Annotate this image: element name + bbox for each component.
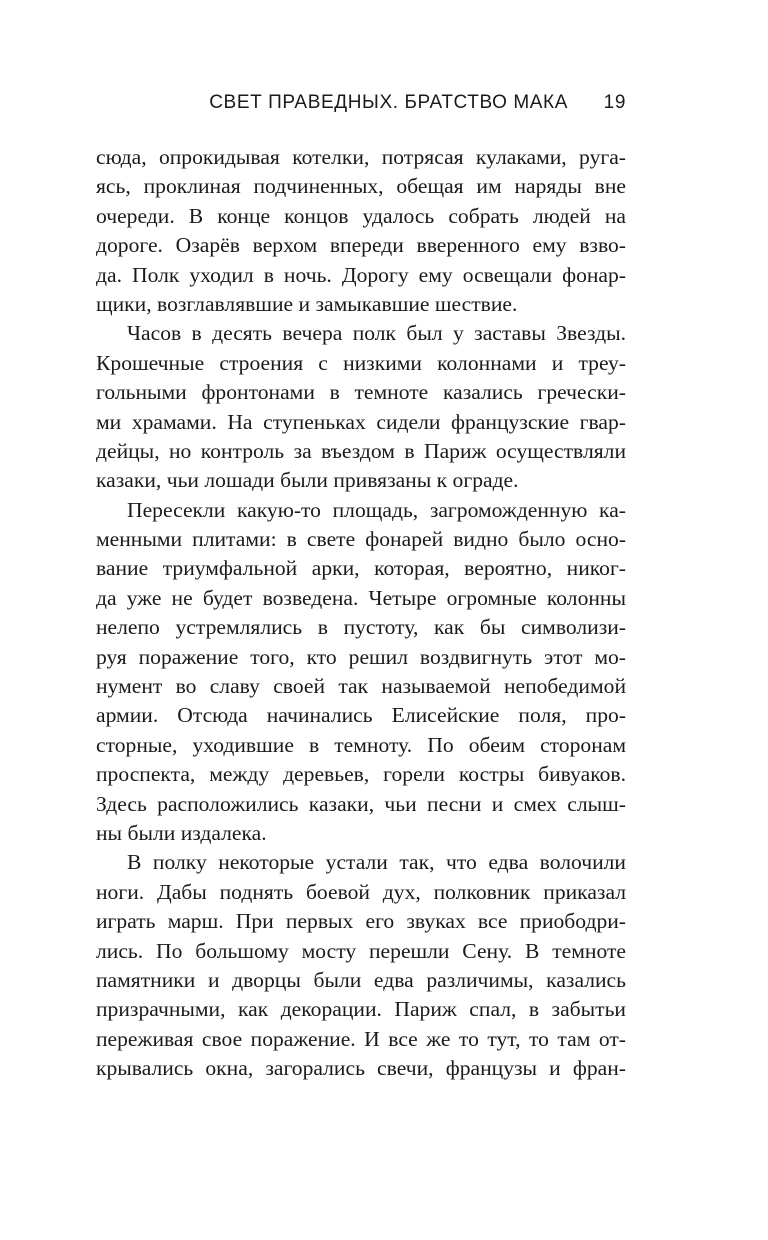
text-line: лись. По большому мосту перешли Сену. В темноте: [96, 938, 626, 963]
paragraph: [96, 496, 626, 849]
text-line: руя поражение того, кто решил воздвигнуть этот мо-: [96, 644, 626, 669]
running-header: [96, 92, 626, 120]
text-line: армии. Отсюда начинались Елисейские поля, про-: [96, 703, 626, 728]
text-line: сторные, уходившие в темноту. По обеим сторонам: [96, 732, 626, 757]
text-line: сюда, опрокидывая котелки, потрясая кулаками, руга-: [96, 145, 626, 169]
text-line: В полку некоторые устали так, что едва волочили: [127, 850, 626, 875]
page-number: 19: [603, 92, 626, 113]
running-title: СВЕТ ПРАВЕДНЫХ. БРАТСТВО МАКА: [209, 92, 568, 113]
text-line: ясь, проклиная подчиненных, обещая им наряды вне: [96, 174, 626, 199]
text-line: Крошечные строения с низкими колоннами и треу-: [96, 350, 626, 375]
body-text: [96, 143, 626, 1084]
text-line: нумент во славу своей так называемой непобедимой: [96, 674, 626, 699]
text-line: да уже не будет возведена. Четыре огромные колонны: [96, 585, 626, 610]
paragraph: [96, 319, 626, 495]
text-line: дейцы, но контроль за въездом в Париж осуществляли: [96, 438, 626, 463]
text-line: Здесь расположились казаки, чьи песни и смех слыш-: [96, 791, 626, 816]
text-line: крывались окна, загорались свечи, французы и фран-: [96, 1056, 626, 1081]
text-line: ны были издалека.: [96, 820, 267, 845]
text-line: дороге. Озарёв верхом впереди вверенного ему взво-: [96, 233, 626, 258]
text-line: играть марш. При первых его звуках все приободри-: [96, 909, 626, 934]
text-line: казаки, чьи лошади были привязаны к ограде.: [96, 468, 519, 493]
text-line: переживая свое поражение. И все же то тут, то там от-: [96, 1026, 626, 1051]
paragraph: [96, 848, 626, 1083]
text-line: Часов в десять вечера полк был у заставы Звезды.: [127, 321, 626, 346]
text-line: щики, возглавлявшие и замыкавшие шествие.: [96, 291, 518, 316]
paragraph: [96, 143, 626, 319]
text-line: памятники и дворцы были едва различимы, казались: [96, 967, 626, 992]
text-line: нелепо устремлялись в пустоту, как бы символизи-: [96, 615, 626, 640]
text-line: призрачными, как декорации. Париж спал, в забытьи: [96, 997, 626, 1022]
text-line: Пересекли какую-то площадь, загроможденную ка-: [127, 497, 626, 522]
text-line: вание триумфальной арки, которая, вероятно, никог-: [96, 556, 626, 581]
text-line: ноги. Дабы поднять боевой дух, полковник приказал: [96, 879, 626, 904]
text-line: менными плитами: в свете фонарей видно было осно-: [96, 527, 626, 552]
text-line: очереди. В конце концов удалось собрать людей на: [96, 203, 626, 228]
text-line: ми храмами. На ступеньках сидели французские гвар-: [96, 409, 626, 434]
text-line: проспекта, между деревьев, горели костры бивуаков.: [96, 762, 626, 787]
text-line: да. Полк уходил в ночь. Дорогу ему освещали фонар-: [96, 262, 626, 287]
text-line: гольными фронтонами в темноте казались гречески-: [96, 380, 626, 405]
